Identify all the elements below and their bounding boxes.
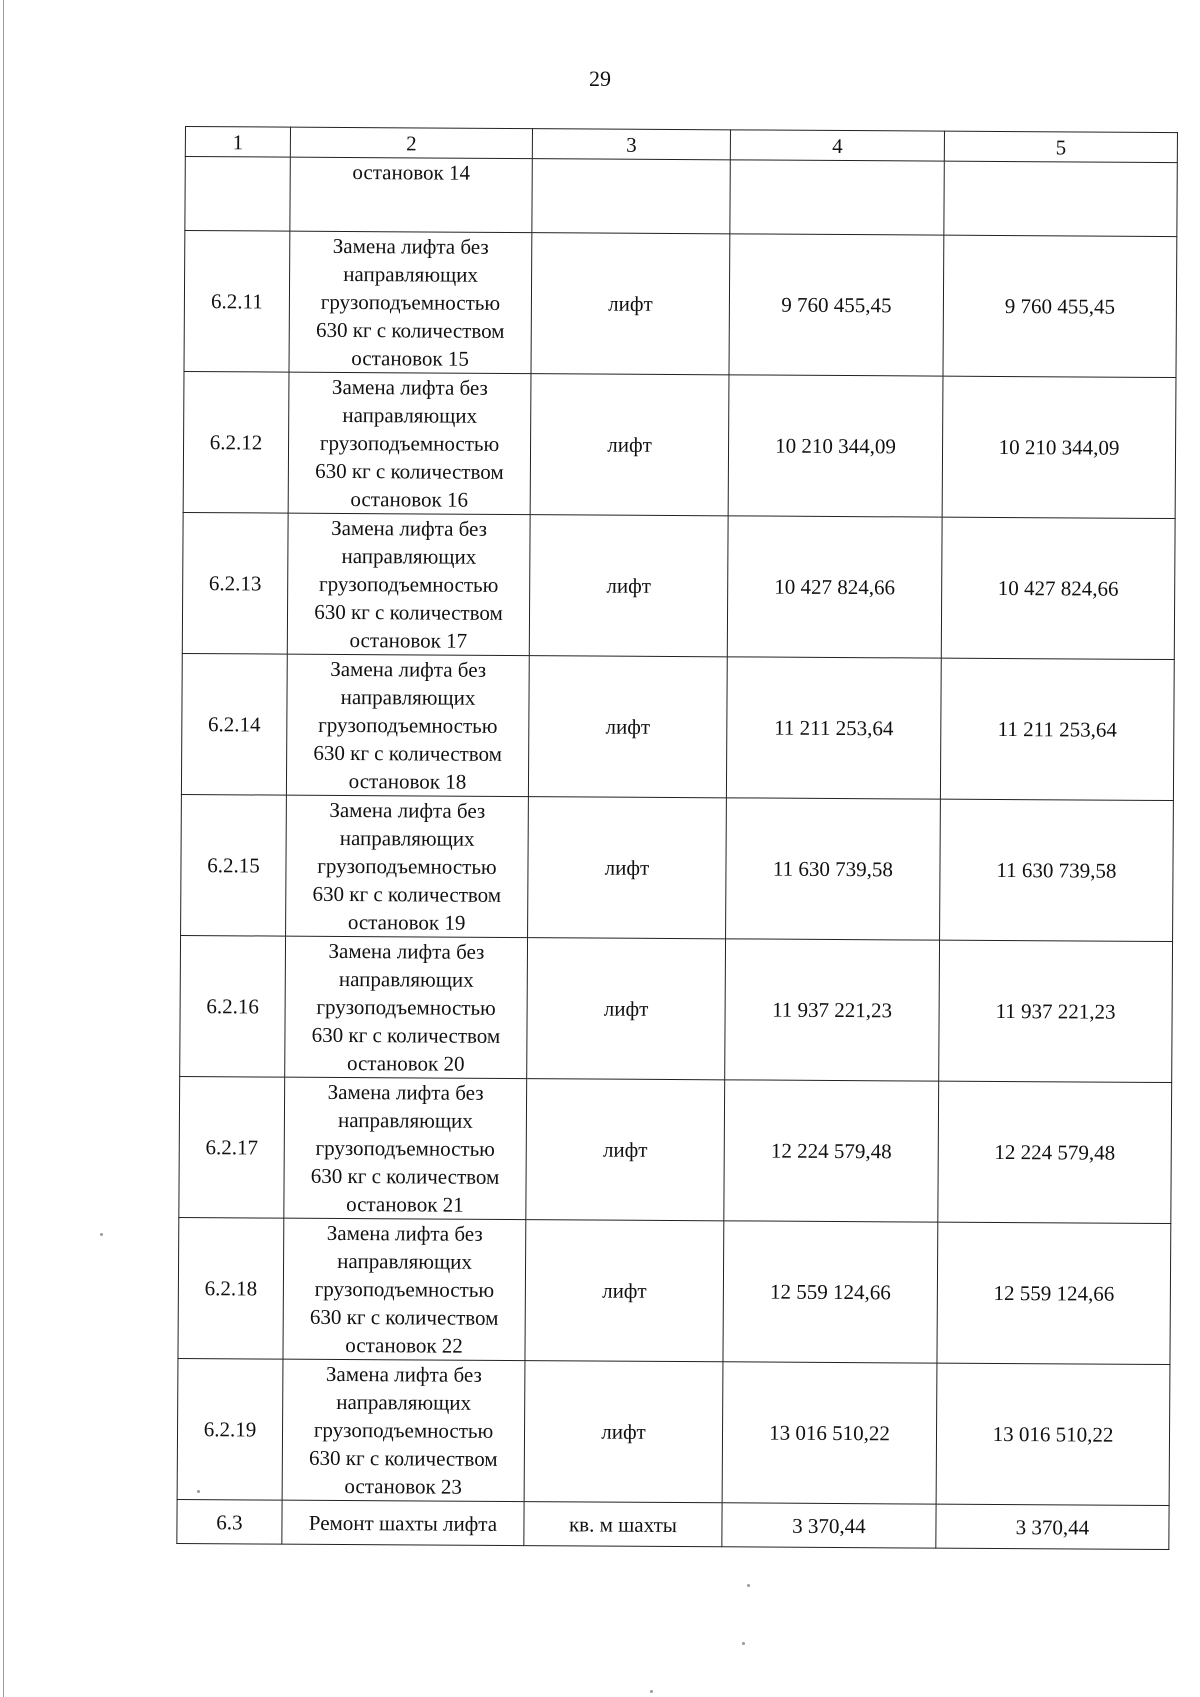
cell-value-5: 3 370,44 (936, 1504, 1169, 1549)
cell-name-line: грузоподъемностью (319, 430, 500, 456)
cell-name-line: 630 кг с количеством (311, 1022, 501, 1048)
table-row-continuation (185, 157, 1177, 237)
cell-name-line: 630 кг с количеством (314, 599, 503, 625)
cell-name (283, 1218, 526, 1360)
cell-name (286, 795, 529, 937)
cell-name-line: направляющих (339, 825, 475, 851)
cell-num: 6.2.11 (184, 231, 290, 373)
cell-name-line: остановок 19 (347, 910, 466, 935)
cell-num: 6.2.15 (181, 794, 287, 936)
table-row (178, 1217, 1171, 1364)
cell-num: 6.2.13 (182, 512, 288, 654)
cell-name-line: направляющих (338, 966, 474, 992)
cell-name-line: 630 кг с количеством (315, 458, 504, 484)
cell-name-line: остановок 21 (346, 1192, 464, 1217)
cell-value-4: 9 760 455,45 (729, 234, 944, 376)
cell-unit: лифт (525, 1220, 724, 1362)
header-cell-2: 2 (290, 127, 532, 158)
cell-name-line: направляющих (341, 543, 477, 569)
cell-name (288, 372, 531, 514)
cell-unit: лифт (528, 656, 727, 798)
cell-unit: лифт (531, 233, 730, 375)
cell-name-line: Замена лифта без (325, 1361, 482, 1387)
cell-value-5: 13 016 510,22 (936, 1363, 1170, 1505)
cell-value-5: 11 630 739,58 (940, 799, 1174, 941)
page-number: 29 (589, 66, 611, 91)
cell-name-line: направляющих (340, 684, 476, 710)
header-cell-4: 4 (730, 130, 944, 161)
cell-unit (532, 159, 730, 234)
cell-name-line: грузоподъемностью (318, 571, 499, 597)
cell-name-line: 630 кг с количеством (312, 881, 502, 907)
cell-name-line: 630 кг с количеством (315, 317, 505, 343)
cell-num: 6.2.17 (179, 1076, 285, 1218)
cell-value-4 (730, 160, 944, 235)
cell-num: 6.3 (177, 1499, 282, 1544)
cell-value-5: 12 559 124,66 (937, 1222, 1171, 1364)
cell-name-line: грузоподъемностью (313, 1417, 494, 1443)
cell-name-line: направляющих (336, 1389, 472, 1415)
cell-num (185, 157, 290, 232)
cell-value-4: 10 427 824,66 (727, 516, 942, 658)
cell-name: Ремонт шахты лифта (282, 1500, 524, 1545)
table-row (182, 512, 1175, 659)
cell-name-line: остановок 15 (351, 346, 469, 371)
cell-name (286, 654, 529, 796)
cell-name-line: Замена лифта без (329, 797, 486, 823)
scan-speck (197, 1490, 200, 1493)
cell-name-line: остановок 17 (349, 628, 468, 653)
cell-name-line: грузоподъемностью (315, 1135, 495, 1161)
cell-name-line: остановок 20 (346, 1051, 465, 1076)
table-row (184, 231, 1177, 378)
cell-value-5: 11 937 221,23 (939, 940, 1173, 1082)
cell-name-line: грузоподъемностью (316, 994, 496, 1020)
scan-speck (650, 1690, 653, 1693)
cell-name-line: направляющих (337, 1248, 473, 1274)
cell-unit: кв. м шахты (524, 1502, 722, 1547)
cell-name-line: остановок 18 (348, 769, 467, 794)
cell-name-line: остановок 22 (345, 1333, 463, 1358)
table-row (179, 1076, 1172, 1223)
cell-value-4: 10 210 344,09 (728, 375, 943, 517)
header-cell-1: 1 (185, 127, 290, 158)
cell-name-line: направляющих (343, 261, 479, 287)
cell-name-line: 630 кг с количеством (310, 1163, 500, 1189)
table-row (180, 935, 1173, 1082)
cell-name (284, 1077, 527, 1219)
cell-value-5: 9 760 455,45 (943, 235, 1177, 377)
scan-speck (747, 1584, 750, 1587)
cell-num: 6.2.19 (177, 1358, 283, 1500)
table-row (177, 1499, 1169, 1549)
table-row (177, 1358, 1170, 1505)
cell-name-line: направляющих (342, 402, 478, 428)
cell-unit: лифт (526, 1079, 725, 1221)
cell-unit: лифт (527, 938, 726, 1080)
cell-name (287, 513, 530, 655)
cell-value-4: 11 630 739,58 (726, 798, 941, 940)
table-row (181, 653, 1174, 800)
cell-value-5: 10 427 824,66 (941, 517, 1175, 659)
cell-name-line: направляющих (337, 1107, 473, 1133)
scan-speck (742, 1642, 745, 1645)
header-cell-3: 3 (532, 129, 730, 160)
cell-name-line: 630 кг с количеством (313, 740, 503, 766)
cell-name (289, 231, 532, 373)
cell-name (285, 936, 528, 1078)
scan-edge-line (3, 0, 4, 1697)
cell-name: остановок 14 (290, 157, 532, 232)
cell-name-line: остановок 16 (350, 487, 469, 512)
cell-name (282, 1359, 525, 1501)
cell-name-line: 630 кг с количеством (309, 1304, 499, 1330)
cell-value-5: 11 211 253,64 (940, 658, 1174, 800)
cell-value-4: 13 016 510,22 (722, 1362, 937, 1504)
cell-num: 6.2.16 (180, 935, 286, 1077)
cell-name-line: грузоподъемностью (317, 853, 497, 879)
cell-unit: лифт (529, 515, 728, 657)
cell-value-4: 3 370,44 (722, 1503, 936, 1548)
cell-value-4: 12 224 579,48 (724, 1080, 939, 1222)
cell-name-line: Замена лифта без (328, 938, 485, 964)
cell-name-line: Замена лифта без (332, 233, 489, 259)
cost-table (176, 126, 1178, 1550)
cell-value-5: 10 210 344,09 (942, 376, 1176, 518)
cell-value-4: 11 211 253,64 (726, 657, 941, 799)
cell-name-line: грузоподъемностью (314, 1276, 495, 1302)
table-row (183, 371, 1176, 518)
cell-unit: лифт (530, 374, 729, 516)
cell-name-line: Замена лифта без (331, 374, 488, 400)
cell-name-line: грузоподъемностью (320, 289, 501, 315)
cell-value-5: 12 224 579,48 (938, 1081, 1172, 1223)
cell-name-line: 630 кг с количеством (309, 1445, 498, 1471)
cell-name-line: остановок 23 (344, 1473, 463, 1499)
header-cell-5: 5 (944, 131, 1177, 162)
cell-name-line: Замена лифта без (331, 515, 488, 541)
cell-name-line: Замена лифта без (327, 1079, 484, 1105)
cell-num: 6.2.14 (181, 653, 287, 795)
cell-unit: лифт (524, 1361, 723, 1503)
cell-value-4: 11 937 221,23 (725, 939, 940, 1081)
cell-name-line: Замена лифта без (326, 1220, 483, 1246)
cell-name-line: грузоподъемностью (318, 712, 498, 738)
cell-unit: лифт (528, 797, 727, 939)
cell-num: 6.2.18 (178, 1217, 284, 1359)
table-row (181, 794, 1174, 941)
cell-value-5 (944, 161, 1177, 236)
cell-num: 6.2.12 (183, 371, 289, 513)
cell-value-4: 12 559 124,66 (723, 1221, 938, 1363)
scan-speck (100, 1233, 103, 1236)
cell-name-line: Замена лифта без (330, 656, 487, 682)
